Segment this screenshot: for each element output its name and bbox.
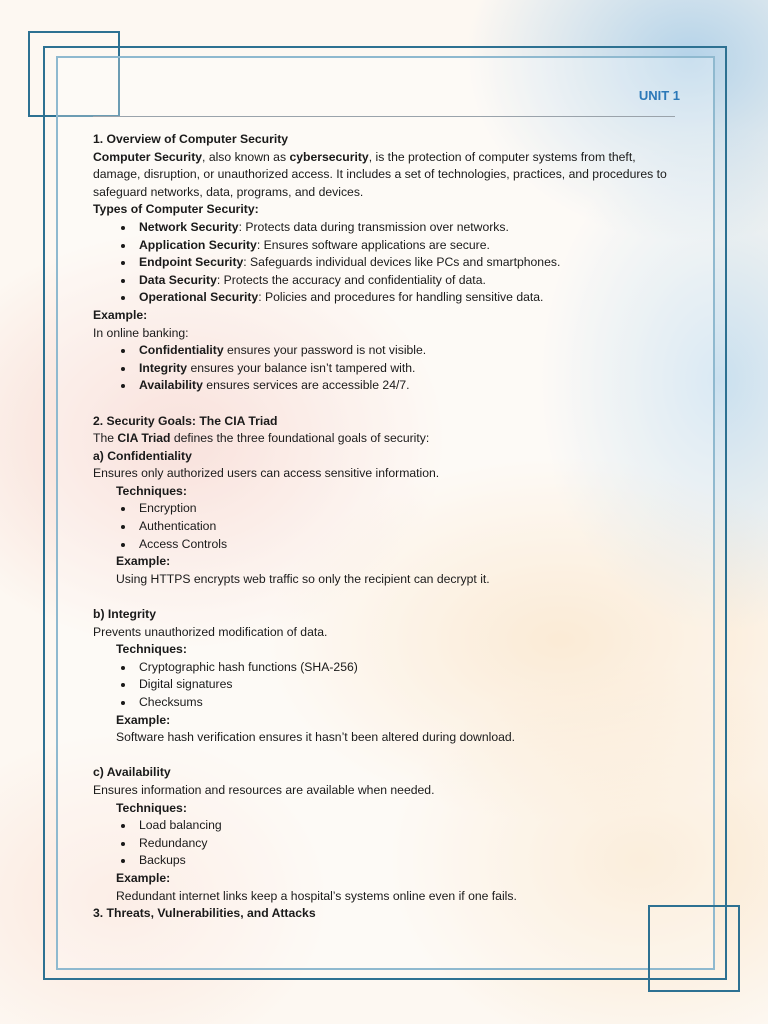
techniques-list (93, 500, 683, 553)
list-item: Encryption (93, 500, 683, 518)
list-item: Integrity ensures your balance isn’t tampered with. (93, 360, 683, 378)
example-intro: In online banking: (93, 325, 189, 340)
list-item: Checksums (93, 694, 683, 712)
list-item: Availability ensures services are accessible 24/7. (93, 377, 683, 395)
list-item: Network Security: Protects data during transmission over networks. (93, 219, 683, 237)
types-list (93, 219, 683, 307)
section-3-heading: 3. Threats, Vulnerabilities, and Attacks (93, 906, 316, 921)
list-item: Operational Security: Policies and procedures for handling sensitive data. (93, 289, 683, 307)
techniques-heading: Techniques: (116, 642, 187, 657)
document-body (93, 131, 683, 923)
list-item: Endpoint Security: Safeguards individual devices like PCs and smartphones. (93, 254, 683, 272)
subsection-b-desc: Prevents unauthorized modification of data. (93, 624, 328, 639)
subsection-a-heading: a) Confidentiality (93, 448, 192, 463)
techniques-list (93, 817, 683, 870)
example-heading: Example: (116, 712, 171, 727)
techniques-heading: Techniques: (116, 800, 187, 815)
example-heading: Example: (116, 870, 171, 885)
list-item: Access Controls (93, 536, 683, 554)
list-item: Backups (93, 852, 683, 870)
section-1-intro: Computer Security, also known as cybersecurity, is the protection of computer systems from theft, damage, disruption, or unauthorized access. It includes a set of technologies, practices, and procedures to safeguard networks, data, programs, and devices. (93, 149, 667, 199)
list-item: Load balancing (93, 817, 683, 835)
list-item: Cryptographic hash functions (SHA-256) (93, 659, 683, 677)
spacer (93, 747, 683, 765)
list-item: Authentication (93, 518, 683, 536)
example-heading: Example: (93, 307, 148, 322)
list-item: Application Security: Ensures software applications are secure. (93, 237, 683, 255)
unit-label: UNIT 1 (638, 88, 680, 103)
list-item: Digital signatures (93, 676, 683, 694)
section-2-heading: 2. Security Goals: The CIA Triad (93, 413, 278, 428)
list-item: Redundancy (93, 835, 683, 853)
list-item: Data Security: Protects the accuracy and confidentiality of data. (93, 272, 683, 290)
subsection-c-heading: c) Availability (93, 765, 171, 780)
example-text: Redundant internet links keep a hospital’s systems online even if one fails. (116, 888, 517, 903)
example-text: Software hash verification ensures it hasn’t been altered during download. (116, 730, 516, 745)
subsection-b-heading: b) Integrity (93, 607, 156, 622)
example-text: Using HTTPS encrypts web traffic so only the recipient can decrypt it. (116, 571, 490, 586)
section-1-heading: 1. Overview of Computer Security (93, 132, 289, 146)
list-item: Confidentiality ensures your password is not visible. (93, 342, 683, 360)
example-list (93, 342, 683, 395)
techniques-heading: Techniques: (116, 483, 187, 498)
spacer (93, 588, 683, 606)
subsection-a-desc: Ensures only authorized users can access sensitive information. (93, 466, 440, 481)
section-2-intro: The CIA Triad defines the three foundational goals of security: (93, 431, 430, 446)
spacer (93, 395, 683, 413)
header-divider (93, 116, 675, 117)
subsection-c-desc: Ensures information and resources are available when needed. (93, 782, 435, 797)
example-heading: Example: (116, 554, 171, 569)
techniques-list (93, 659, 683, 712)
types-heading: Types of Computer Security: (93, 202, 259, 217)
